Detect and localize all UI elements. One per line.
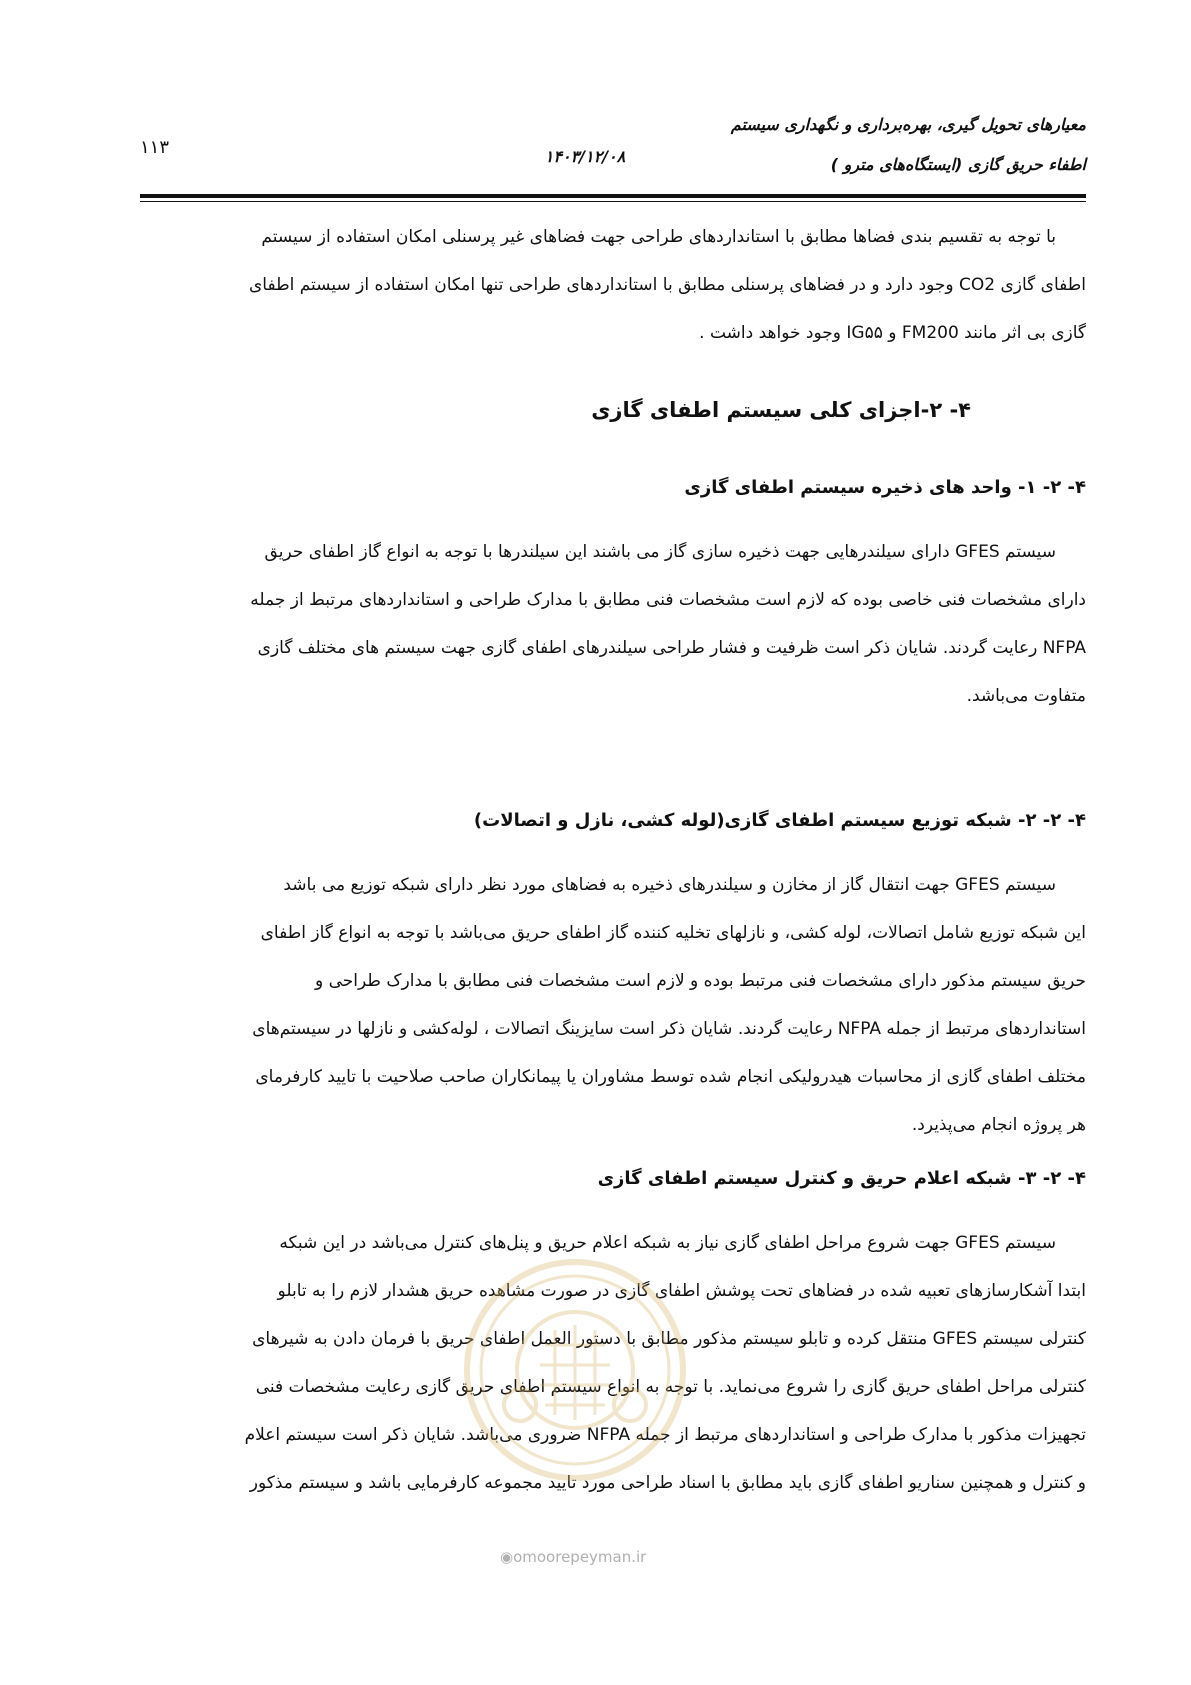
paragraph-line: مختلف اطفای گازی از محاسبات هیدرولیکی انجام شده توسط مشاوران یا پیمانکاران صاحب صلاحیت با تایید کارفرمای: [255, 1067, 1086, 1087]
header-title-line2: اطفاء حریق گازی (ایستگاه‌های مترو ): [830, 155, 1086, 174]
section-heading-4-2-1: ۴- ۲- ۱- واحد های ذخیره سیستم اطفای گازی: [684, 477, 1086, 498]
paragraph-line: متفاوت می‌باشد.: [966, 686, 1086, 706]
paragraph-line: دارای مشخصات فنی خاصی بوده که لازم است مشخصات فنی مطابق با مدارک طراحی و استانداردهای مرتبط از جمله: [250, 590, 1086, 610]
copyright-icon: ◉: [500, 1548, 514, 1566]
paragraph-line: کنترلی سیستم GFES منتقل کرده و تابلو سیستم مذکور مطابق با دستور العمل اطفای حریق با فرمان دادن به شیرهای: [252, 1329, 1086, 1349]
intro-paragraph: [140, 213, 1086, 357]
page-number: ۱۱۳: [140, 137, 170, 158]
paragraph-line: ابتدا آشکارسازهای تعبیه شده در فضاهای تحت پوشش اطفای گازی در صورت مشاهده حریق هشدار لازم را به تابلو: [277, 1281, 1086, 1301]
section-heading-4-2-3: ۴- ۲- ۳- شبکه اعلام حریق و کنترل سیستم اطفای گازی: [597, 1168, 1086, 1189]
paragraph-line: NFPA رعایت گردند. شایان ذکر است ظرفیت و فشار طراحی سیلندرهای اطفای گازی جهت سیستم های مختلف گازی: [257, 638, 1086, 658]
paragraph-line: و کنترل و همچنین سناریو اطفای گازی باید مطابق با اسناد طراحی مورد تایید مجموعه کارفرمایی باشد و سیستم مذکور: [249, 1473, 1086, 1493]
watermark-url-text: omoorepeyman.ir: [513, 1548, 647, 1566]
paragraph-line: سیستم GFES دارای سیلندرهایی جهت ذخیره سازی گاز می باشند این سیلندرها با توجه به انواع گاز اطفای حریق: [264, 542, 1056, 562]
intro-line: گازی بی اثر مانند FM200 و IG۵۵ وجود خواهد داشت .: [699, 323, 1086, 343]
section-4-2-1-paragraph: [140, 528, 1086, 720]
header-date: ۱۴۰۳/۱۲/۰۸: [544, 147, 626, 166]
paragraph-line: حریق سیستم مذکور دارای مشخصات فنی مرتبط بوده و لازم است مشخصات فنی مطابق با مدارک طراحی و: [314, 971, 1086, 991]
paragraph-line: سیستم GFES جهت انتقال گاز از مخازن و سیلندرهای ذخیره به فضاهای مورد نظر دارای شبکه توزیع می باشد: [283, 875, 1056, 895]
section-4-2-2-paragraph: [140, 861, 1086, 1149]
section-heading-4-2-2: ۴- ۲- ۲- شبکه توزیع سیستم اطفای گازی(لوله کشی، نازل و اتصالات): [473, 810, 1086, 831]
section-4-2-3-paragraph: [140, 1219, 1086, 1507]
section-heading-4-2: ۴- ۲-اجزای کلی سیستم اطفای گازی: [591, 398, 971, 422]
header-title-line1: معیارهای تحویل گیری، بهره‌برداری و نگهداری سیستم: [730, 115, 1086, 134]
intro-line: اطفای گازی CO2 وجود دارد و در فضاهای پرسنلی مطابق با استانداردهای طراحی تنها امکان استفاده از سیستم اطفای: [248, 275, 1086, 295]
paragraph-line: استانداردهای مرتبط از جمله NFPA رعایت گردند. شایان ذکر است سایزینگ اتصالات ، لوله‌کشی و نازلها در سیستم‌های: [252, 1019, 1086, 1039]
paragraph-line: کنترلی مراحل اطفای حریق گازی را شروع می‌نماید. با توجه به انواع سیستم اطفای حریق گازی رعایت مشخصات فنی: [255, 1377, 1086, 1397]
paragraph-line: تجهیزات مذکور با مدارک طراحی و استانداردهای مرتبط از جمله NFPA ضروری می‌باشد. شایان ذکر است سیستم اعلام: [244, 1425, 1086, 1445]
paragraph-line: سیستم GFES جهت شروع مراحل اطفای گازی نیاز به شبکه اعلام حریق و پنل‌های کنترل می‌باشد در این شبکه: [279, 1233, 1056, 1253]
paragraph-line: این شبکه توزیع شامل اتصالات، لوله کشی، و نازلهای تخلیه کننده گاز اطفای حریق می‌باشد با توجه به انواع گاز اطفای: [260, 923, 1086, 943]
paragraph-line: هر پروژه انجام می‌پذیرد.: [911, 1115, 1086, 1135]
watermark-url: [500, 1548, 700, 1566]
header-rule-thick: [140, 194, 1086, 198]
intro-line: با توجه به تقسیم بندی فضاها مطابق با استانداردهای طراحی جهت فضاهای غیر پرسنلی امکان استفاده از سیستم: [261, 227, 1056, 247]
header-rule-thin: [140, 201, 1086, 202]
